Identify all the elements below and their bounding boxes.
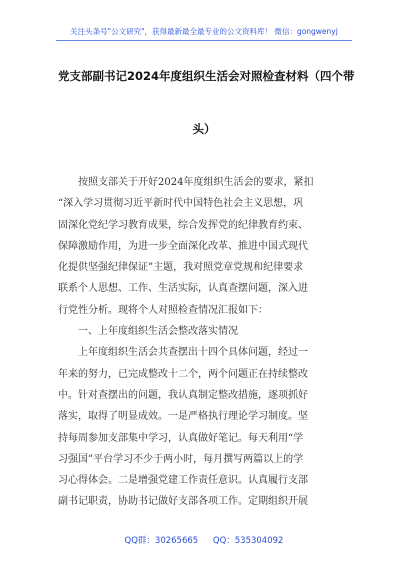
body-line: 习强国”平台学习不少于两小时，每月撰写两篇以上的学 (58, 453, 304, 465)
document-body (58, 172, 354, 513)
body-line: 联系个人思想、工作、生活实际，认真查摆问题，深入进 (58, 283, 308, 295)
body-line: 保障激励作用，为进一步全面深化改革、推进中国式现代 (58, 240, 308, 252)
body-line: 按照支部关于开好2024年度组织生活会的要求，紧扣 (58, 177, 314, 188)
body-line: “深入学习贯彻习近平新时代中国特色社会主义思想，巩 (58, 198, 304, 210)
document-title-continuation: 头） (192, 122, 216, 136)
body-line: 落实，取得了明显成效。一是严格执行理论学习制度。坚 (58, 411, 308, 423)
body-line: 行党性分析。现将个人对照检查情况汇报如下： (58, 304, 268, 316)
footer-contact (0, 534, 408, 546)
document-title: 党支部副书记2024年度组织生活会对照检查材料（四个带 (58, 69, 355, 83)
header-divider (56, 40, 352, 41)
body-line: 年来的努力，已完成整改十二个，两个问题正在持续整改 (58, 368, 308, 380)
section-heading: 一、上年度组织生活会整改落实情况 (58, 326, 238, 338)
body-line: 固深化党纪学习教育成果，综合发挥党的纪律教育约束、 (58, 219, 308, 231)
body-line: 习心得体会。二是增强党建工作责任意识。认真履行支部 (58, 475, 308, 487)
footer-qq-group: QQ群：30265665 (124, 536, 199, 546)
body-line: 副书记职责，协助书记做好支部各项工作。定期组织开展 (58, 496, 308, 508)
body-line: 中。针对查摆出的问题，我认真制定整改措施，逐项抓好 (58, 389, 308, 401)
header-note: 关注头条号"公文研究"，获得最新最全最专业的公文资料库！ 微信：gongwenyj (70, 27, 338, 36)
body-line: 上年度组织生活会共查摆出十四个具体问题，经过一 (58, 347, 308, 359)
body-line: 持每周参加支部集中学习，认真做好笔记。每天利用“学 (58, 432, 304, 444)
body-line: 化提供坚强纪律保证”主题，我对照党章党规和纪律要求 (58, 262, 304, 274)
footer-qq: QQ：535304092 (212, 536, 284, 546)
